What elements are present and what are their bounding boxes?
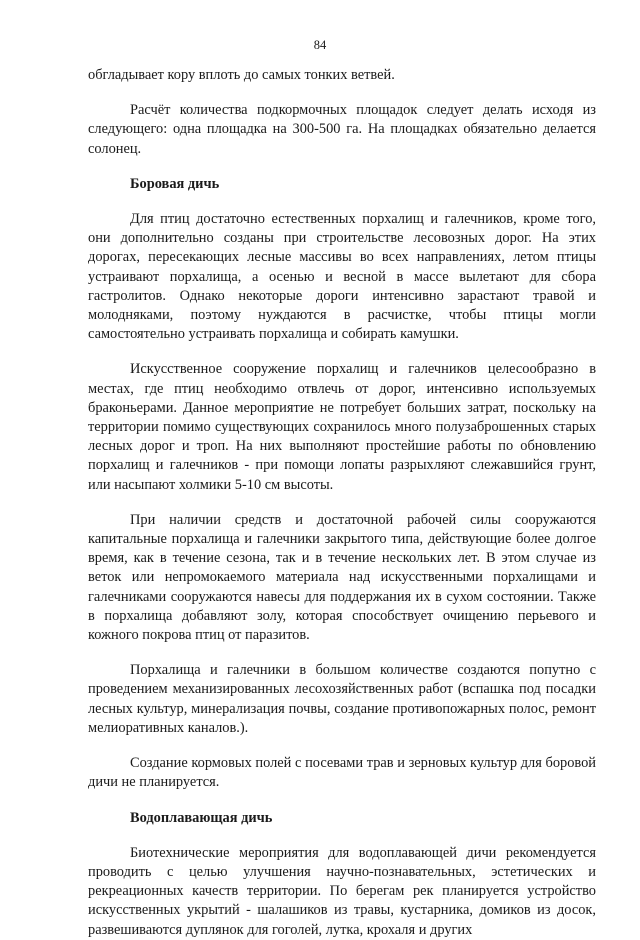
document-body: [88, 66, 596, 940]
page-number: 84: [313, 38, 327, 52]
paragraph: При наличии средств и достаточной рабочей силы сооружаются капитальные порхалища и галечники закрытого типа, действующие более долгое время, как в течение сезона, так и в течение нескольких лет. В этом случае из веток или непромокаемого материала над искусственными порхалищами и галечниками сооружаются навесы для поддержания их в сухом состоянии. Также в порхалища добавляют золу, которая способствует очищению перьевого и кожного покрова птиц от паразитов.: [88, 511, 596, 644]
paragraph: Порхалища и галечники в большом количестве создаются попутно с проведением механизированных лесохозяйственных работ (вспашка под посадки лесных культур, минерализация почвы, создание противопожарных полос, ремонт мелиоративных каналов.).: [88, 662, 596, 736]
paragraph: Искусственное сооружение порхалищ и галечников целесообразно в местах, где птиц необходимо отвлечь от дорог, интенсивно используемых браконьерами. Данное мероприятие не потребует больших затрат, поскольку на территории помимо существующих сохранилось много полузаброшенных старых лесных дорог и троп. На них выполняют простейшие работы по обновлению порхалищ и галечников - при помощи лопаты разрыхляют слежавшийся грунт, или насыпают холмики 5-10 см высоты.: [88, 361, 596, 493]
section-heading: Водоплавающая дичь: [130, 809, 273, 826]
paragraph: Биотехнические мероприятия для водоплавающей дичи рекомендуется проводить с целью улучшения научно-познавательных, эстетических и рекреационных качеств территории. По берегам рек планируется устройство искусственных укрытий - шалашиков из травы, кустарника, домиков из досок, развешиваются дуплянок для гоголей, лутка, крохаля и других: [88, 844, 596, 938]
paragraph: Для птиц достаточно естественных порхалищ и галечников, кроме того, они дополнительно созданы при строительстве лесовозных дорог. На этих дорогах, пересекающих лесные массивы во всех направлениях, летом птицы устраивают порхалища, а осенью и весной в массе вылетают для сбора гастролитов. Однако некоторые дороги интенсивно зарастают травой и молодняками, поэтому нуждаются в расчистке, чтобы птицы могли самостоятельно устраивать порхалища и собирать камушки.: [88, 211, 596, 343]
section-heading: Боровая дичь: [130, 175, 220, 192]
paragraph: обгладывает кору вплоть до самых тонких ветвей.: [88, 67, 395, 83]
paragraph: Создание кормовых полей с посевами трав и зерновых культур для боровой дичи не планируется.: [88, 755, 596, 791]
paragraph: Расчёт количества подкормочных площадок следует делать исходя из следующего: одна площадка на 300-500 га. На площадках обязательно делается солонец.: [88, 102, 596, 157]
